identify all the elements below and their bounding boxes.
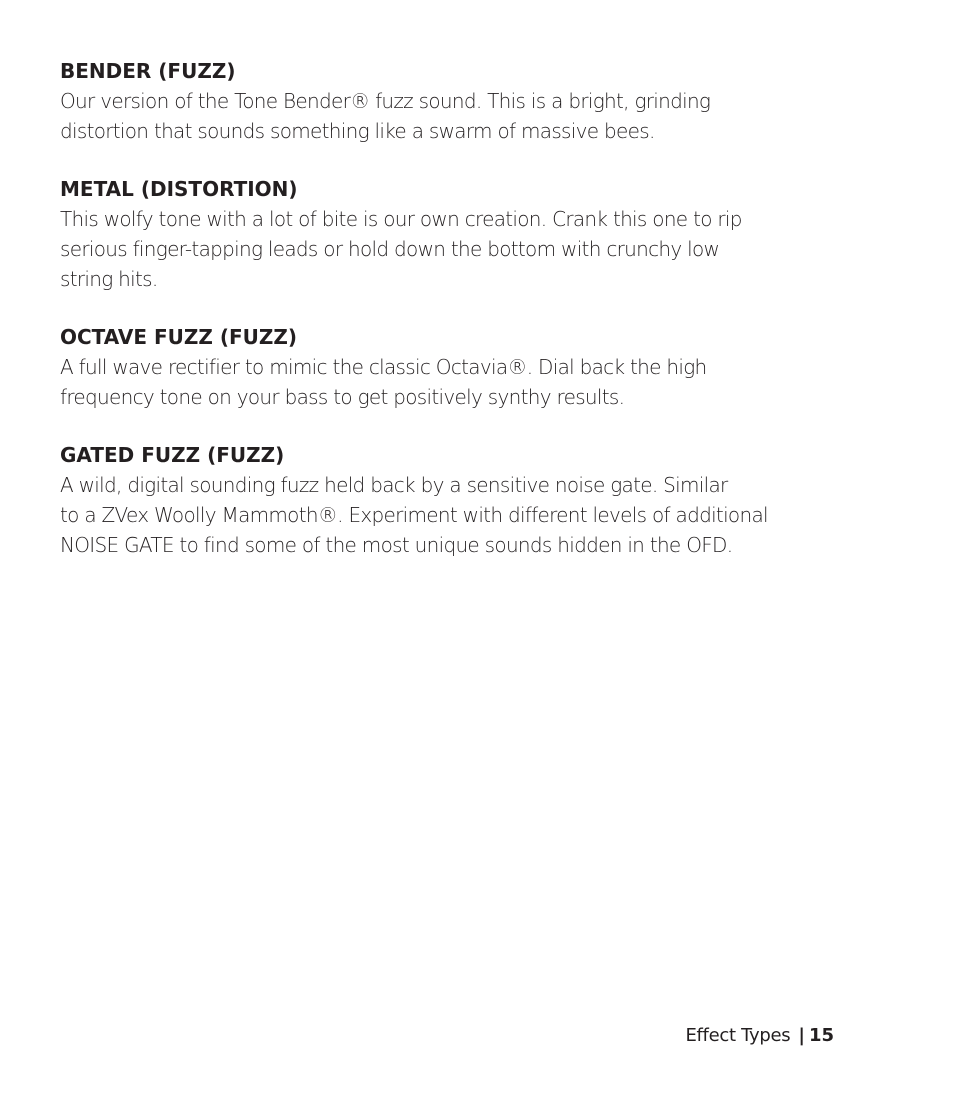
- body-line: Our version of the Tone Bender® fuzz sound. This is a bright, grinding: [60, 89, 711, 113]
- section-gated-fuzz: [60, 440, 860, 560]
- section-body: [60, 204, 860, 294]
- section-title: GATED FUZZ (FUZZ): [60, 443, 285, 467]
- section-octave-fuzz: [60, 322, 860, 412]
- body-line: distortion that sounds something like a swarm of massive bees.: [60, 119, 655, 143]
- footer-separator: |: [798, 1025, 805, 1046]
- body-line: serious finger-tapping leads or hold down the bottom with crunchy low: [60, 237, 720, 261]
- page-footer: [685, 1023, 834, 1049]
- body-line: string hits.: [60, 267, 158, 291]
- section-body: [60, 352, 860, 412]
- body-line: frequency tone on your bass to get positively synthy results.: [60, 385, 625, 409]
- footer-section-label: Effect Types: [685, 1025, 791, 1046]
- page-content: [60, 56, 860, 588]
- section-metal: [60, 174, 860, 294]
- section-body: [60, 470, 860, 560]
- section-title: BENDER (FUZZ): [60, 59, 236, 83]
- section-title: METAL (DISTORTION): [60, 177, 298, 201]
- body-line: NOISE GATE to find some of the most unique sounds hidden in the OFD.: [60, 533, 733, 557]
- body-line: This wolfy tone with a lot of bite is our own creation. Crank this one to rip: [60, 207, 742, 231]
- body-line: A wild, digital sounding fuzz held back by a sensitive noise gate. Similar: [60, 473, 728, 497]
- body-line: to a ZVex Woolly Mammoth®. Experiment with different levels of additional: [60, 503, 768, 527]
- page-number: 15: [808, 1025, 834, 1046]
- section-title: OCTAVE FUZZ (FUZZ): [60, 325, 298, 349]
- body-line: A full wave rectifier to mimic the classic Octavia®. Dial back the high: [60, 355, 707, 379]
- section-bender: [60, 56, 860, 146]
- section-body: [60, 86, 860, 146]
